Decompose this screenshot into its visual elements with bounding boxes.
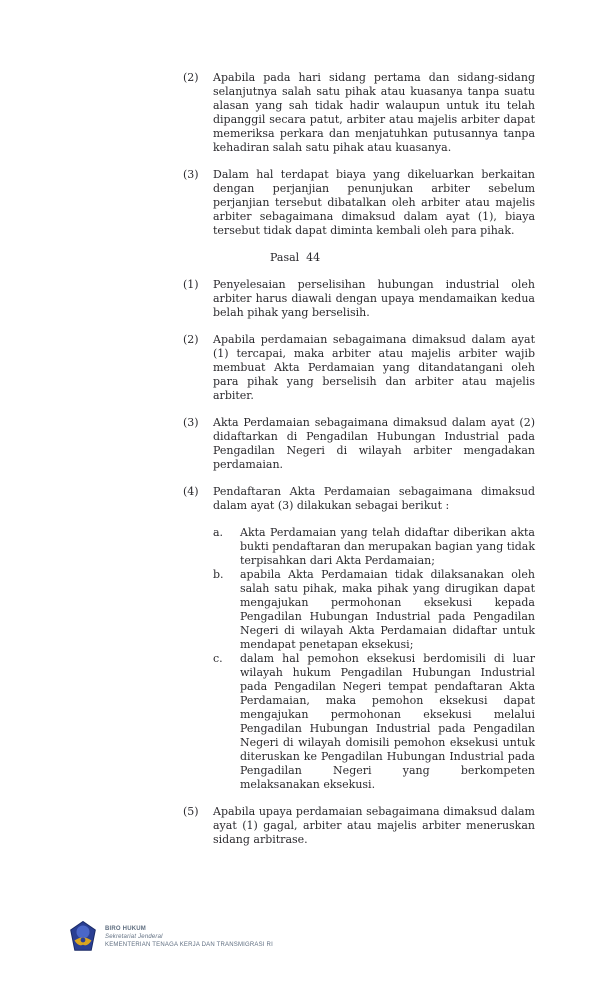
- clause-subitems: [213, 526, 535, 792]
- clause-number: (2): [183, 71, 199, 84]
- clause-number: (1): [183, 278, 199, 291]
- clause-body: [213, 278, 535, 320]
- clause-number: (5): [183, 805, 199, 818]
- footer-org-unit: BIRO HUKUM: [105, 926, 146, 932]
- clause-number: (2): [183, 333, 199, 346]
- clause-body: [213, 805, 535, 847]
- clause-item: [183, 333, 535, 403]
- clause-body: [213, 485, 535, 792]
- subclause-letter: a.: [213, 526, 224, 539]
- clause-number: (3): [183, 168, 199, 181]
- subclause-text: apabila Akta Perdamaian tidak dilaksanakan oleh salah satu pihak, maka pihak yang dirugikan dapat mengajukan permohonan eksekusi kepada Pengadilan Hubungan Industrial pada Pengadilan Negeri di wilayah Akta Perdamaian didaftar untuk mendapat penetapan eksekusi;: [240, 568, 535, 651]
- clause-item: [183, 485, 535, 792]
- clause-text: Akta Perdamaian sebagaimana dimaksud dalam ayat (2) didaftarkan di Pengadilan Hubungan Industrial pada Pengadilan Negeri di wilayah arbiter mengadakan perdamaian.: [213, 416, 535, 471]
- clause-text: Dalam hal terdapat biaya yang dikeluarkan berkaitan dengan perjanjian penunjukan arbiter sebelum perjanjian tersebut dibatalkan oleh arbiter atau majelis arbiter sebagaimana dimaksud dalam ayat (1), biaya tersebut tidak dapat diminta kembali oleh para pihak.: [213, 168, 535, 237]
- subclause-text: Akta Perdamaian yang telah didaftar diberikan akta bukti pendaftaran dan merupakan bagian yang tidak terpisahkan dari Akta Perdamaian;: [240, 526, 535, 567]
- clause-item: [183, 416, 535, 472]
- clause-text: Apabila pada hari sidang pertama dan sidang-sidang selanjutnya salah satu pihak atau kuasanya tanpa suatu alasan yang sah tidak hadir walaupun untuk itu telah dipanggil secara patut, arbiter atau majelis arbiter dapat memeriksa perkara dan menjatuhkan putusannya tanpa kehadiran salah satu pihak atau kuasanya.: [213, 71, 535, 154]
- subclause-letter: c.: [213, 652, 223, 665]
- clause-text: Penyelesaian perselisihan hubungan industrial oleh arbiter harus diawali dengan upaya mendamaikan kedua belah pihak yang berselisih.: [213, 278, 535, 319]
- clause-number: (4): [183, 485, 199, 498]
- clause-number: (3): [183, 416, 199, 429]
- clause-body: [213, 416, 535, 472]
- subclause-item: [213, 652, 535, 792]
- footer-ministry: KEMENTERIAN TENAGA KERJA DAN TRANSMIGRASI RI: [105, 942, 273, 948]
- subclause-letter: b.: [213, 568, 224, 581]
- footer-stamp: [70, 921, 273, 955]
- clause-text: Apabila upaya perdamaian sebagaimana dimaksud dalam ayat (1) gagal, arbiter atau majelis arbiter meneruskan sidang arbitrase.: [213, 805, 535, 846]
- clause-item: [183, 278, 535, 320]
- subclause-item: [213, 568, 535, 652]
- article-heading: Pasal 44: [270, 251, 321, 264]
- subclause-text: dalam hal pemohon eksekusi berdomisili di luar wilayah hukum Pengadilan Hubungan Industrial pada Pengadilan Negeri tempat pendaftaran Akta Perdamaian, maka pemohon eksekusi dapat mengajukan permohonan eksekusi melalui Pengadilan Hubungan Industrial pada Pengadilan Negeri di wilayah domisili pemohon eksekusi untuk diteruskan ke Pengadilan Hubungan Industrial pada Pengadilan Negeri yang berkompeten melaksanakan eksekusi.: [240, 652, 535, 791]
- clause-body: [213, 168, 535, 238]
- clause-text: Pendaftaran Akta Perdamaian sebagaimana dimaksud dalam ayat (3) dilakukan sebagai berikut :: [213, 485, 535, 512]
- clause-body: [213, 71, 535, 155]
- clause-body: [213, 333, 535, 403]
- subclause-item: [213, 526, 535, 568]
- clause-item: [183, 805, 535, 847]
- clause-text: Apabila perdamaian sebagaimana dimaksud dalam ayat (1) tercapai, maka arbiter atau majelis arbiter wajib membuat Akta Perdamaian yang ditandatangani oleh para pihak yang berselisih dan arbiter atau majelis arbiter.: [213, 333, 535, 402]
- document-body: [183, 71, 535, 860]
- clause-item: [183, 168, 535, 238]
- footer-secretariat: Sekretariat Jenderal: [105, 934, 163, 940]
- clause-item: [183, 71, 535, 155]
- ministry-emblem-icon: [70, 921, 96, 955]
- footer-text: [105, 921, 273, 949]
